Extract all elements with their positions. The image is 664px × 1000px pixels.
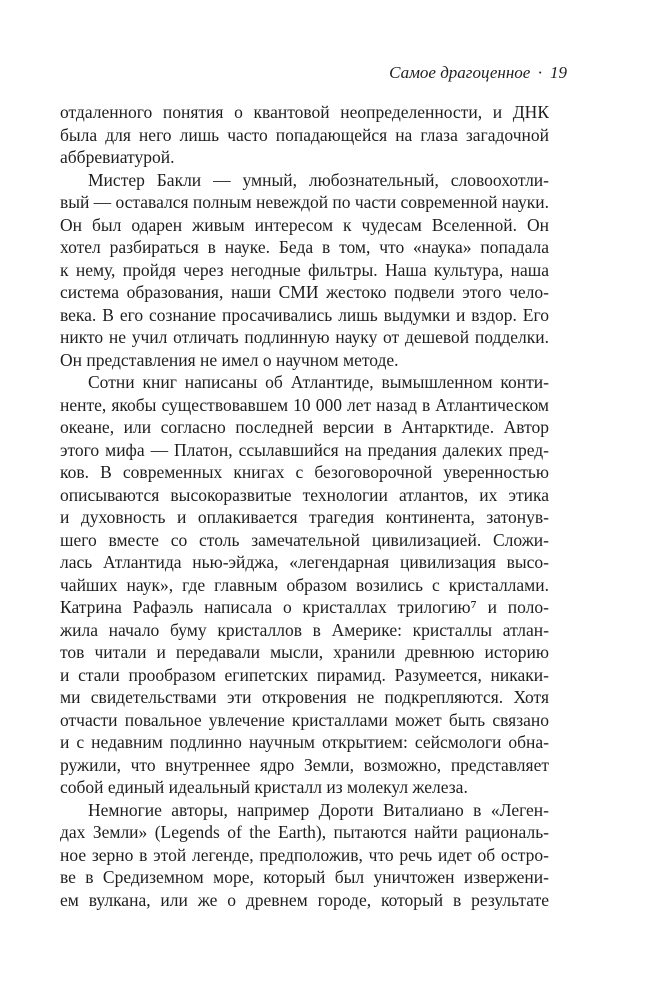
text-line: ем вулкана, или же о древнем городе, который в результате <box>60 889 549 910</box>
text-line: и духовность и оплакивается трагедия континента, затонув- <box>60 507 549 527</box>
text-line: аббревиатурой. <box>60 147 175 167</box>
text-line: этого мифа — Платон, ссылавшийся на предания далеких пред- <box>60 439 549 460</box>
text-line: отдаленного понятия о квантовой неопределенности, и ДНК <box>60 102 549 122</box>
text-line: Катрина Рафаэль написала о кристаллах трилогию⁷ и поло- <box>60 597 549 617</box>
page-number: 19 <box>550 63 567 82</box>
text-line: отчасти повальное увлечение кристаллами может быть связано <box>60 709 549 730</box>
page-body <box>60 101 549 911</box>
paragraph <box>60 799 549 912</box>
text-line: Немногие авторы, например Дороти Виталиано в «Леген- <box>88 799 549 820</box>
text-line: ми свидетельствами эти откровения не подкрепляются. Хотя <box>60 687 549 707</box>
text-line: ве в Средиземном море, который был уничтожен извержени- <box>60 867 549 887</box>
text-line: ков. В современных книгах с безоговорочной уверенностью <box>60 462 549 482</box>
text-line: лась Атлантида нью-эйджа, «легендарная цивилизация высо- <box>60 552 549 572</box>
text-line: ненте, якобы существовавшем 10 000 лет назад в Атлантическом <box>60 394 549 415</box>
text-line: шего вместе со столь замечательной цивилизацией. Сложи- <box>60 529 549 550</box>
paragraph <box>60 371 549 799</box>
text-line: Он представления не имел о научном методе. <box>60 349 399 370</box>
text-line: вый — оставался полным невеждой по части современной науки. <box>60 192 549 212</box>
text-line: система образования, наши СМИ жестоко подвели этого чело- <box>60 282 549 302</box>
text-line: и с недавним подлинно научным открытием: сейсмологи обна- <box>60 732 549 752</box>
text-line: собой единый идеальный кристалл из молекул железа. <box>60 777 468 797</box>
text-line: хотел разбираться в науке. Беда в том, что «наука» попадала <box>60 237 549 257</box>
text-line: и стали прообразом египетских пирамид. Разумеется, никаки- <box>60 664 549 685</box>
running-header <box>0 63 567 83</box>
text-line: описываются высокоразвитые технологии атлантов, их этика <box>60 484 549 505</box>
header-separator: · <box>537 63 543 82</box>
paragraph <box>60 101 549 169</box>
paragraph <box>60 169 549 372</box>
text-line: века. В его сознание просачивались лишь выдумки и вздор. Его <box>60 304 549 325</box>
text-line: Мистер Бакли — умный, любознательный, словоохотли- <box>88 169 549 190</box>
text-line: ное зерно в этой легенде, предположив, что речь идет об остро- <box>60 844 549 865</box>
text-line: жила начало буму кристаллов в Америке: кристаллы атлан- <box>60 619 549 640</box>
text-line: чайших наук», где главным образом возились с кристаллами. <box>60 574 549 595</box>
text-line: Сотни книг написаны об Атлантиде, вымышленном конти- <box>88 372 549 392</box>
text-line: к нему, пройдя через негодные фильтры. Наша культура, наша <box>60 259 549 280</box>
text-line: никто не учил отличать подлинную науку от дешевой подделки. <box>60 327 549 347</box>
text-line: океане, или согласно последней версии в Антарктиде. Автор <box>60 417 549 437</box>
text-line: тов читали и передавали мысли, хранили древнюю историю <box>60 642 549 662</box>
text-line: дах Земли» (Legends of the Earth), пытаются найти рациональ- <box>60 822 549 842</box>
text-line: Он был одарен живым интересом к чудесам Вселенной. Он <box>60 214 549 235</box>
running-title: Самое драгоценное <box>389 63 531 82</box>
text-line: ружили, что внутреннее ядро Земли, возможно, представляет <box>60 754 549 775</box>
text-line: была для него лишь часто попадающейся на глаза загадочной <box>60 124 549 145</box>
